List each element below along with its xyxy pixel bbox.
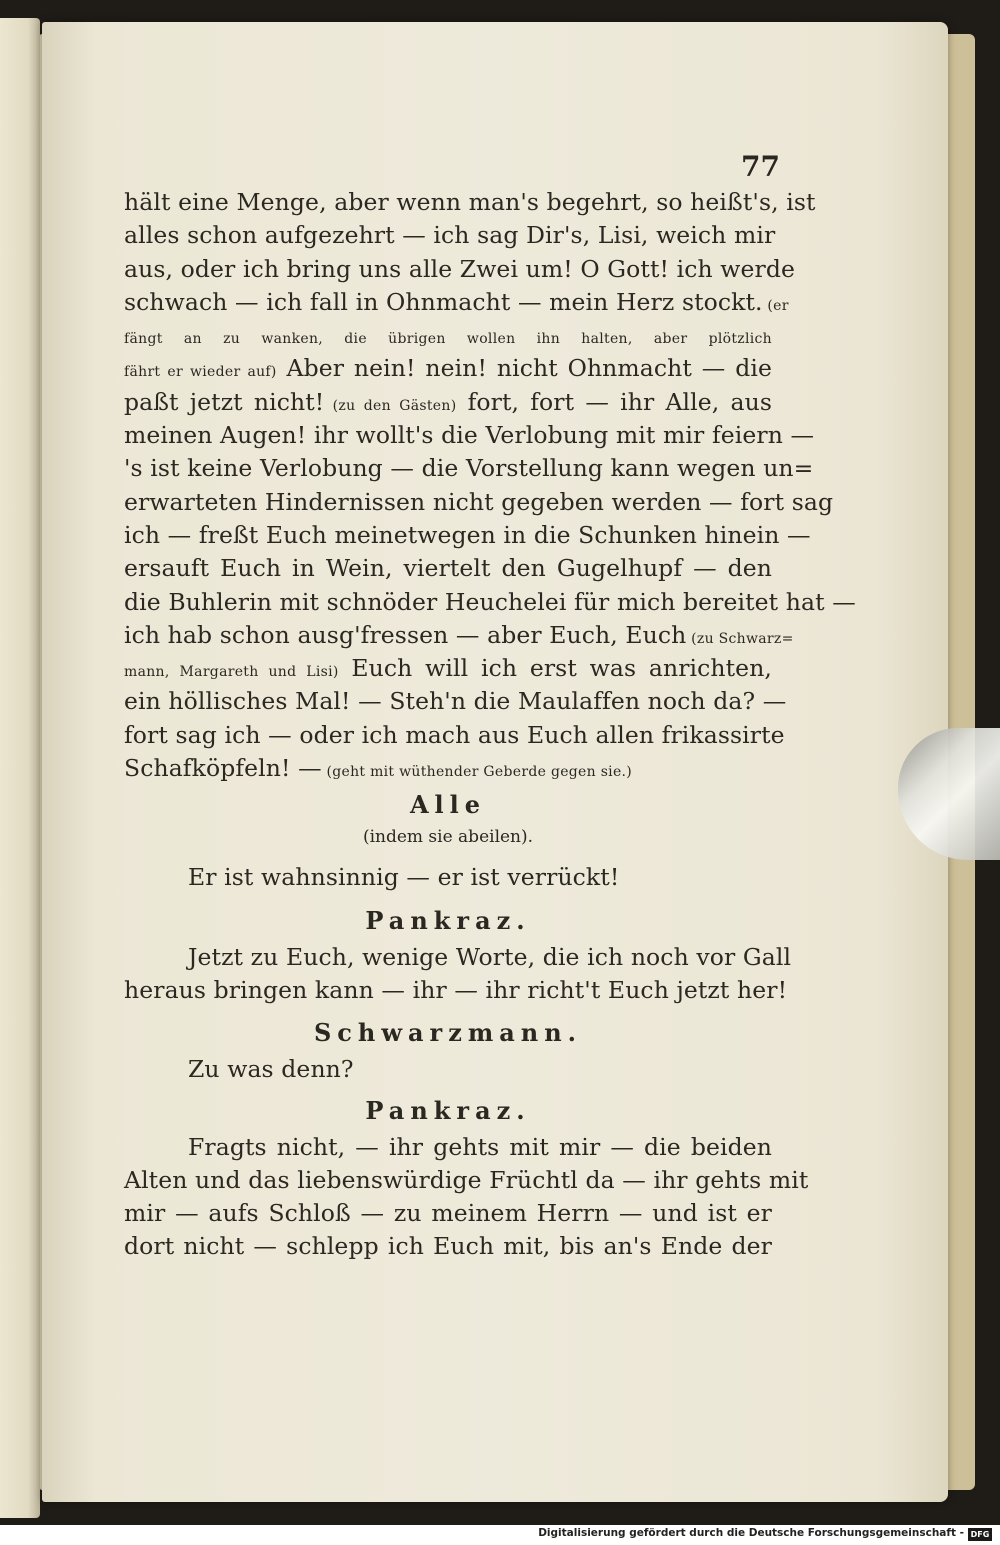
speech-pankraz-2-line-2: Alten und das liebenswürdige Früchtl da — ihr gehts mit	[124, 1165, 809, 1194]
speaker-pankraz-1: Pankraz.	[365, 905, 531, 935]
stage-direction: (zu den Gästen)	[324, 397, 457, 414]
paragraph-1-line	[124, 419, 815, 452]
paragraph-1-line	[124, 619, 794, 652]
paragraph-1-line	[124, 685, 787, 718]
line-text: ich hab schon ausg'fressen — aber Euch, Euch	[124, 620, 687, 649]
paragraph-1-line	[124, 319, 772, 352]
paragraph-1-line	[124, 652, 772, 685]
paragraph-1-line	[124, 719, 785, 752]
stage-direction-abeilen: (indem sie abeilen).	[362, 827, 534, 848]
paragraph-1-line	[124, 386, 772, 419]
line-text: schwach — ich fall in Ohnmacht — mein Herz stockt.	[124, 287, 763, 316]
facing-page-edge	[0, 18, 40, 1518]
line-text: hält eine Menge, aber wenn man's begehrt, so heißt's, ist	[124, 188, 816, 216]
paragraph-1-line	[124, 352, 772, 385]
line-text: aus, oder ich bring uns alle Zwei um! O Gott! ich werde	[124, 254, 796, 283]
speaker-schwarzmann: Schwarzmann.	[313, 1018, 583, 1048]
line-text: meinen Augen! ihr wollt's die Verlobung mit mir feiern —	[124, 421, 815, 450]
line-text: fort, fort — ihr Alle, aus	[456, 387, 772, 416]
speech-schwarzmann: Zu was denn?	[188, 1055, 354, 1084]
line-text: die Buhlerin mit schnöder Heuchelei für mich bereitet hat —	[124, 587, 856, 616]
line-text: Aber nein! nein! nicht Ohnmacht — die	[276, 354, 772, 383]
line-text: Schafköpfeln! —	[124, 754, 322, 783]
speech-pankraz-2-line-1: Fragts nicht, — ihr gehts mit mir — die beiden	[188, 1132, 772, 1161]
paragraph-1-line	[124, 219, 776, 252]
line-text: Euch will ich erst was anrichten,	[338, 654, 772, 683]
dfg-credit: Digitalisierung gefördert durch die Deutsche Forschungsgemeinschaft -	[538, 1527, 964, 1539]
stage-direction: fängt an zu wanken, die übrigen wollen ihn halten, aber plötzlich	[124, 331, 772, 348]
stage-direction: (zu Schwarz=	[686, 630, 794, 647]
page-text	[124, 186, 856, 1264]
dfg-logo-icon: DFG	[968, 1528, 992, 1541]
line-text: ein höllisches Mal! — Steh'n die Maulaffen noch da? —	[124, 687, 787, 716]
line-text: paßt jetzt nicht!	[124, 387, 325, 416]
paragraph-1-line	[124, 286, 789, 319]
speech-pankraz-2-line-4: dort nicht — schlepp ich Euch mit, bis an's Ende der	[124, 1232, 772, 1261]
stage-direction: mann, Margareth und Lisi)	[124, 664, 339, 681]
speech-pankraz-1-line-1: Jetzt zu Euch, wenige Worte, die ich noch vor Gall	[188, 942, 792, 971]
line-text: 's ist keine Verlobung — die Vorstellung kann wegen un=	[124, 454, 814, 483]
paragraph-1-line	[124, 752, 772, 785]
paragraph-1-line	[124, 519, 811, 552]
speech-pankraz-1-line-2: heraus bringen kann — ihr — ihr richt't Euch jetzt her!	[124, 975, 788, 1004]
speaker-alle: Alle	[409, 790, 487, 820]
line-text: fort sag ich — oder ich mach aus Euch allen frikassirte	[124, 720, 785, 749]
paragraph-1	[124, 186, 856, 785]
page-number: 77	[741, 150, 780, 183]
paragraph-1-line	[124, 586, 856, 619]
stage-direction: fährt er wieder auf)	[124, 364, 277, 381]
speech-alle: Er ist wahnsinnig — er ist verrückt!	[188, 863, 620, 892]
line-text: ich — freßt Euch meinetwegen in die Schunken hinein —	[124, 520, 811, 549]
speech-pankraz-2-line-3: mir — aufs Schloß — zu meinem Herrn — und ist er	[124, 1199, 772, 1228]
paragraph-1-line	[124, 486, 834, 519]
stage-direction: (geht mit wüthender Geberde gegen sie.)	[321, 764, 633, 781]
line-text: ersauft Euch in Wein, viertelt den Gugelhupf — den	[124, 554, 772, 583]
paragraph-1-line	[124, 552, 772, 585]
speaker-pankraz-2: Pankraz.	[365, 1095, 531, 1125]
stage-direction: (er	[762, 297, 789, 314]
line-text: alles schon aufgezehrt — ich sag Dir's, Lisi, weich mir	[124, 221, 776, 250]
line-text: erwarteten Hindernissen nicht gegeben werden — fort sag	[124, 487, 834, 516]
paragraph-1-line	[124, 253, 796, 286]
paragraph-1-line	[124, 452, 814, 485]
paragraph-1-line	[124, 186, 816, 219]
